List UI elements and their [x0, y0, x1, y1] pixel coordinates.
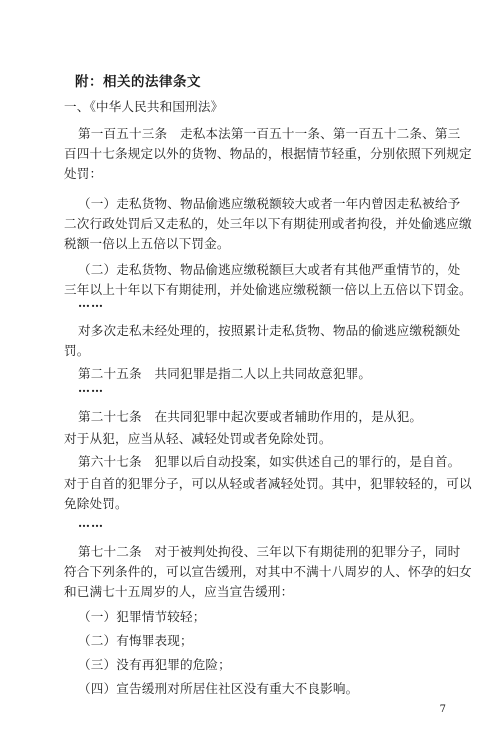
article-27-line-1: 第二十七条 在共同犯罪中起次要或者辅助作用的，是从犯。 [78, 409, 423, 424]
page-number: 7 [439, 704, 446, 715]
article-72-line-3: 和已满七十五周岁的人，应当宣告缓刑： [64, 584, 294, 599]
repeat-smuggling-line-2: 罚。 [64, 343, 90, 358]
article-72-condition-2: （二）有悔罪表现； [78, 633, 193, 648]
article-153-line-2: 百四十七条规定以外的货物、物品的，根据情节轻重，分别依照下列规定 [64, 146, 472, 161]
ellipsis-1: …… [78, 296, 104, 310]
article-72-condition-4: （四）宣告缓刑对所居住社区没有重大不良影响。 [78, 681, 359, 696]
ellipsis-2: …… [78, 381, 104, 395]
article-153-line-1: 第一百五十三条 走私本法第一百五十一条、第一百五十二条、第三 [78, 126, 461, 141]
article-72-line-2: 符合下列条件的，可以宣告缓刑，对其中不满十八周岁的人、怀孕的妇女 [64, 564, 472, 579]
repeat-smuggling-line-1: 对多次走私未经处理的，按照累计走私货物、物品的偷逃应缴税额处 [78, 323, 461, 338]
section-title: 一、《中华人民共和国刑法》 [64, 99, 224, 114]
appendix-heading: 附：相关的法律条文 [75, 74, 201, 90]
article-72-line-1: 第七十二条 对于被判处拘役、三年以下有期徒刑的犯罪分子，同时 [78, 544, 461, 559]
article-67-line-2: 对于自首的犯罪分子，可以从轻或者减轻处罚。其中，犯罪较轻的，可以 [64, 476, 472, 491]
article-72-condition-3: （三）没有再犯罪的危险； [78, 657, 231, 672]
article-72-condition-1: （一）犯罪情节较轻； [78, 609, 206, 624]
article-67-line-3: 免除处罚。 [64, 496, 128, 511]
article-153-item-1-line-2: 二次行政处罚后又走私的，处三年以下有期徒刑或者拘役，并处偷逃应缴 [64, 216, 472, 231]
ellipsis-3: …… [78, 516, 104, 530]
article-27-line-2: 对于从犯，应当从轻、减轻处罚或者免除处罚。 [64, 431, 332, 446]
article-153-item-2-line-1: （二）走私货物、物品偷逃应缴税额巨大或者有其他严重情节的，处 [78, 262, 461, 277]
article-67-line-1: 第六十七条 犯罪以后自动投案，如实供述自己的罪行的，是自首。 [78, 454, 461, 469]
article-153-line-3: 处罚： [64, 166, 103, 181]
article-153-item-1-line-3: 税额一倍以上五倍以下罚金。 [64, 236, 230, 251]
article-25: 第二十五条 共同犯罪是指二人以上共同故意犯罪。 [78, 366, 372, 381]
article-153-item-1-line-1: （一）走私货物、物品偷逃应缴税额较大或者一年内曾因走私被给予 [78, 196, 461, 211]
article-153-item-2-line-2: 三年以上十年以下有期徒刑，并处偷逃应缴税额一倍以上五倍以下罚金。 [64, 282, 472, 297]
